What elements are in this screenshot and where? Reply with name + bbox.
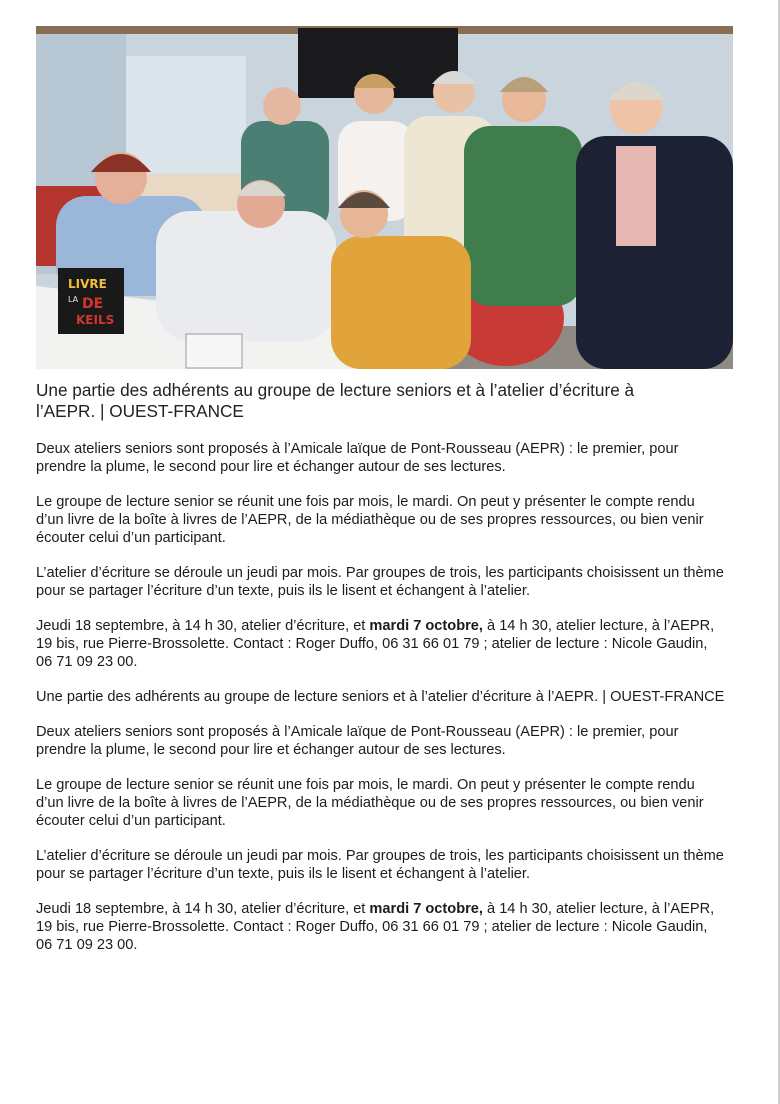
svg-text:DE: DE	[82, 296, 104, 312]
svg-text:LIVRE: LIVRE	[68, 277, 107, 291]
paragraph-infos: Jeudi 18 septembre, à 14 h 30, atelier d’écriture, et mardi 7 octobre, à 14 h 30, atelier lecture, à l’AEPR, 19 bis, rue Pierre-Brossolette. Contact : Roger Duffo, 06 31 66 01 79 ; atelier de lecture : Nicole Gaudin, 06 71 09 23 00.	[36, 618, 715, 670]
svg-text:LA: LA	[68, 295, 79, 304]
book-icon	[58, 268, 124, 334]
paragraph-infos-repeat: Jeudi 18 septembre, à 14 h 30, atelier d’écriture, et mardi 7 octobre, à 14 h 30, atelier lecture, à l’AEPR, 19 bis, rue Pierre-Brossolette. Contact : Roger Duffo, 06 31 66 01 79 ; atelier de lecture : Nicole Gaudin, 06 71 09 23 00.	[36, 901, 715, 953]
paragraph-intro: Deux ateliers seniors sont proposés à l’Amicale laïque de Pont-Rousseau (AEPR) : le premier, pour prendre la plume, le second pour lire et échanger autour de ses lectures.	[36, 441, 679, 475]
paragraph-lecture: Le groupe de lecture senior se réunit une fois par mois, le mardi. On peut y présenter le compte rendu d’un livre de la boîte à livres de l’AEPR, de la médiathèque ou de ses propres ressources, ou bien venir écouter celui d’un participant.	[36, 494, 704, 546]
paragraph-ecriture-repeat: L’atelier d’écriture se déroule un jeudi par mois. Par groupes de trois, les participants choisissent un thème pour se partager l’écriture d’un texte, puis ils le lisent et échangent à l’atelier.	[36, 848, 724, 882]
article-body	[36, 440, 726, 971]
photo-caption-repeat: Une partie des adhérents au groupe de lecture seniors et à l’atelier d’écriture à l’AEPR. | OUEST-FRANCE	[36, 689, 725, 705]
group-photo	[36, 26, 733, 369]
svg-text:KEILS: KEILS	[76, 313, 115, 327]
paragraph-intro-repeat: Deux ateliers seniors sont proposés à l’Amicale laïque de Pont-Rousseau (AEPR) : le premier, pour prendre la plume, le second pour lire et échanger autour de ses lectures.	[36, 724, 679, 758]
group-photo-icon	[36, 26, 733, 369]
paragraph-lecture-repeat: Le groupe de lecture senior se réunit une fois par mois, le mardi. On peut y présenter le compte rendu d’un livre de la boîte à livres de l’AEPR, de la médiathèque ou de ses propres ressources, ou bien venir écouter celui d’un participant.	[36, 777, 704, 829]
paragraph-ecriture: L’atelier d’écriture se déroule un jeudi par mois. Par groupes de trois, les participants choisissent un thème pour se partager l’écriture d’un texte, puis ils le lisent et échangent à l’atelier.	[36, 565, 724, 599]
photo-caption: Une partie des adhérents au groupe de lecture seniors et à l’atelier d’écriture à l’AEPR. | OUEST-FRANCE	[36, 380, 635, 421]
